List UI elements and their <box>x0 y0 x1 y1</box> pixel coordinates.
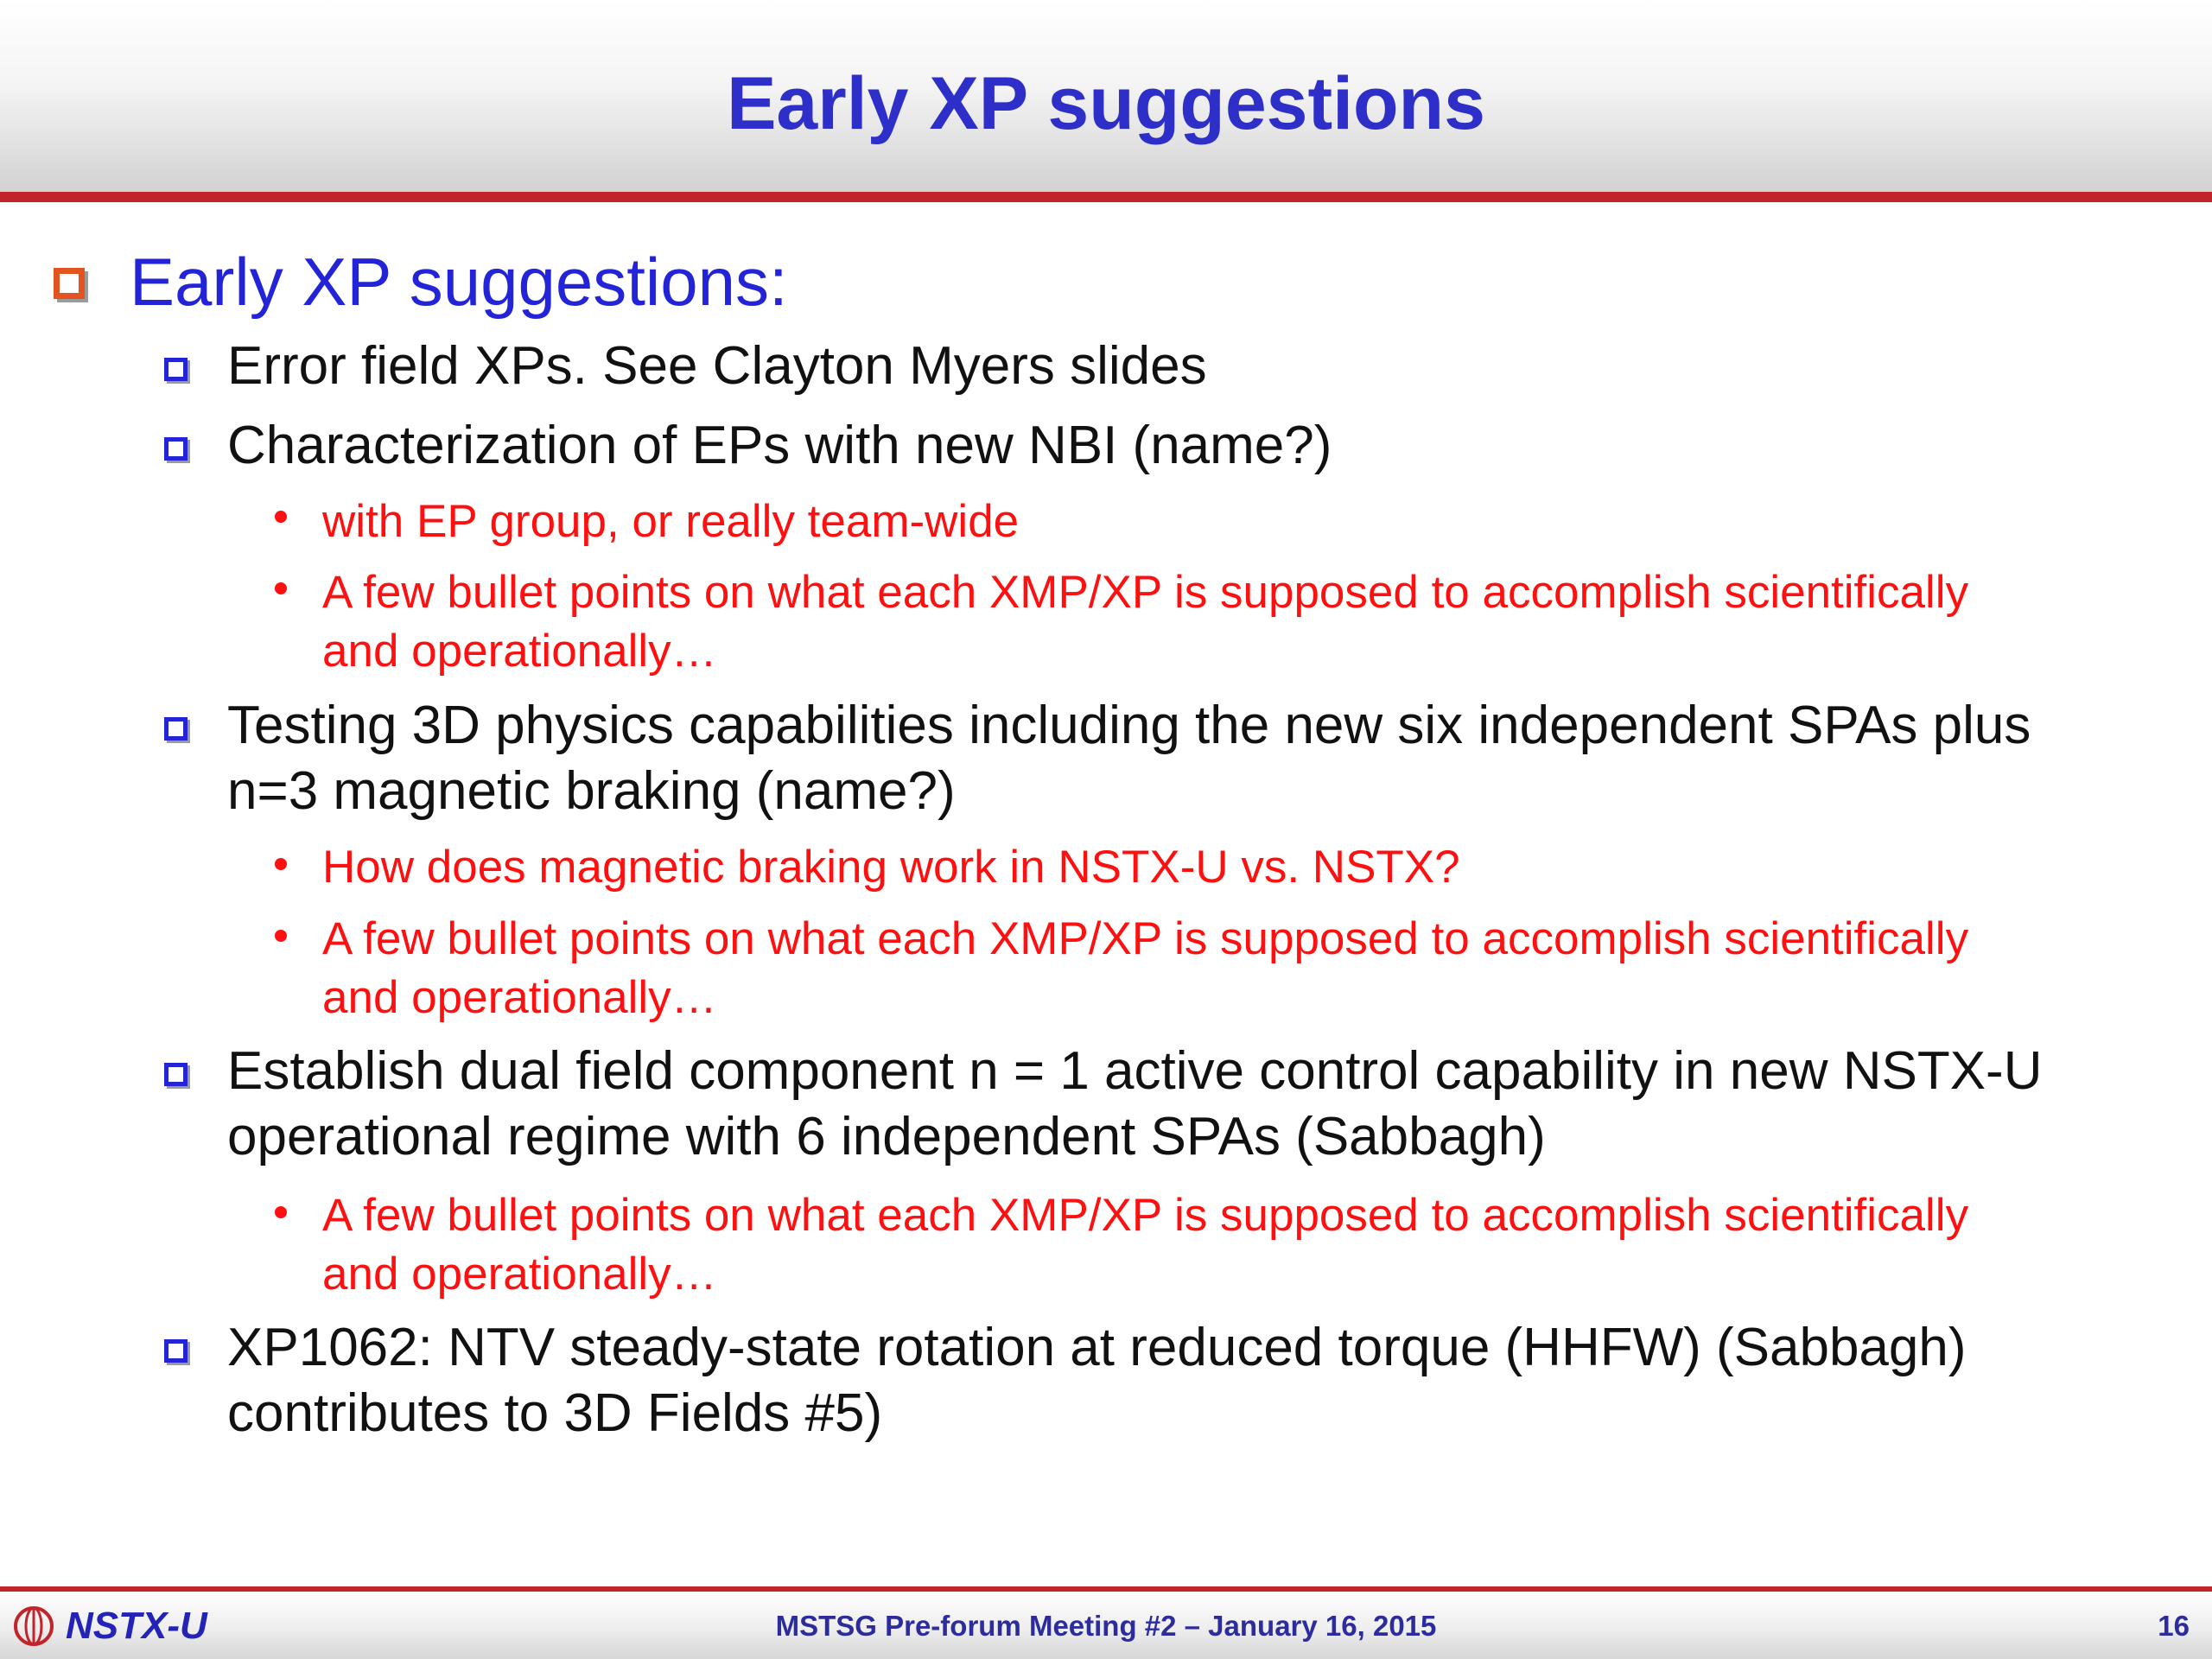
hollow-square-bullet-icon <box>164 717 188 741</box>
sub-item-text: A few bullet points on what each XMP/XP is supposed to accomplish scientifically <box>322 567 1969 618</box>
list-item-text: Error field XPs. See Clayton Myers slides <box>227 336 1207 396</box>
sub-item-text-continued: and operationally… <box>322 626 717 677</box>
sub-item-text-continued: and operationally… <box>322 1249 717 1300</box>
sub-item-text: How does magnetic braking work in NSTX-U vs. NSTX? <box>322 842 1460 893</box>
list-item-text-continued: contributes to 3D Fields #5) <box>227 1383 883 1443</box>
list-item-text: XP1062: NTV steady-state rotation at reduced torque (HHFW) (Sabbagh) <box>227 1318 1967 1377</box>
bullet-dot-icon <box>275 930 287 942</box>
hollow-square-bullet-icon <box>164 437 188 461</box>
sub-item-text: A few bullet points on what each XMP/XP is supposed to accomplish scientifically <box>322 1190 1969 1241</box>
bullet-dot-icon <box>275 511 287 523</box>
slide-title: Early XP suggestions <box>727 62 1485 145</box>
hollow-square-bullet-icon <box>164 1339 188 1363</box>
hollow-square-bullet-icon <box>54 268 85 299</box>
list-item-text-continued: n=3 magnetic braking (name?) <box>227 761 956 821</box>
sub-item-text: with EP group, or really team-wide <box>322 496 1020 547</box>
footer-meeting-title: MSTSG Pre-forum Meeting #2 – January 16, 2015 <box>775 1610 1437 1642</box>
page-number: 16 <box>2158 1610 2190 1642</box>
hollow-square-bullet-icon <box>164 358 188 381</box>
bullet-dot-icon <box>275 582 287 594</box>
hollow-square-bullet-icon <box>164 1063 188 1086</box>
bullet-dot-icon <box>275 1206 287 1218</box>
list-item-text: Establish dual field component n = 1 active control capability in new NSTX-U <box>227 1041 2043 1101</box>
sub-item-text-continued: and operationally… <box>322 972 717 1023</box>
bullet-dot-icon <box>275 858 287 870</box>
sub-item-text: A few bullet points on what each XMP/XP is supposed to accomplish scientifically <box>322 913 1969 964</box>
list-item-text: Testing 3D physics capabilities including the new six independent SPAs plus <box>227 696 2031 755</box>
main-bullet-text: Early XP suggestions: <box>130 244 788 320</box>
list-item-text-continued: operational regime with 6 independent SPAs (Sabbagh) <box>227 1107 1546 1166</box>
footer-logo-text: NSTX-U <box>66 1605 207 1647</box>
list-item-text: Characterization of EPs with new NBI (name?) <box>227 416 1332 475</box>
